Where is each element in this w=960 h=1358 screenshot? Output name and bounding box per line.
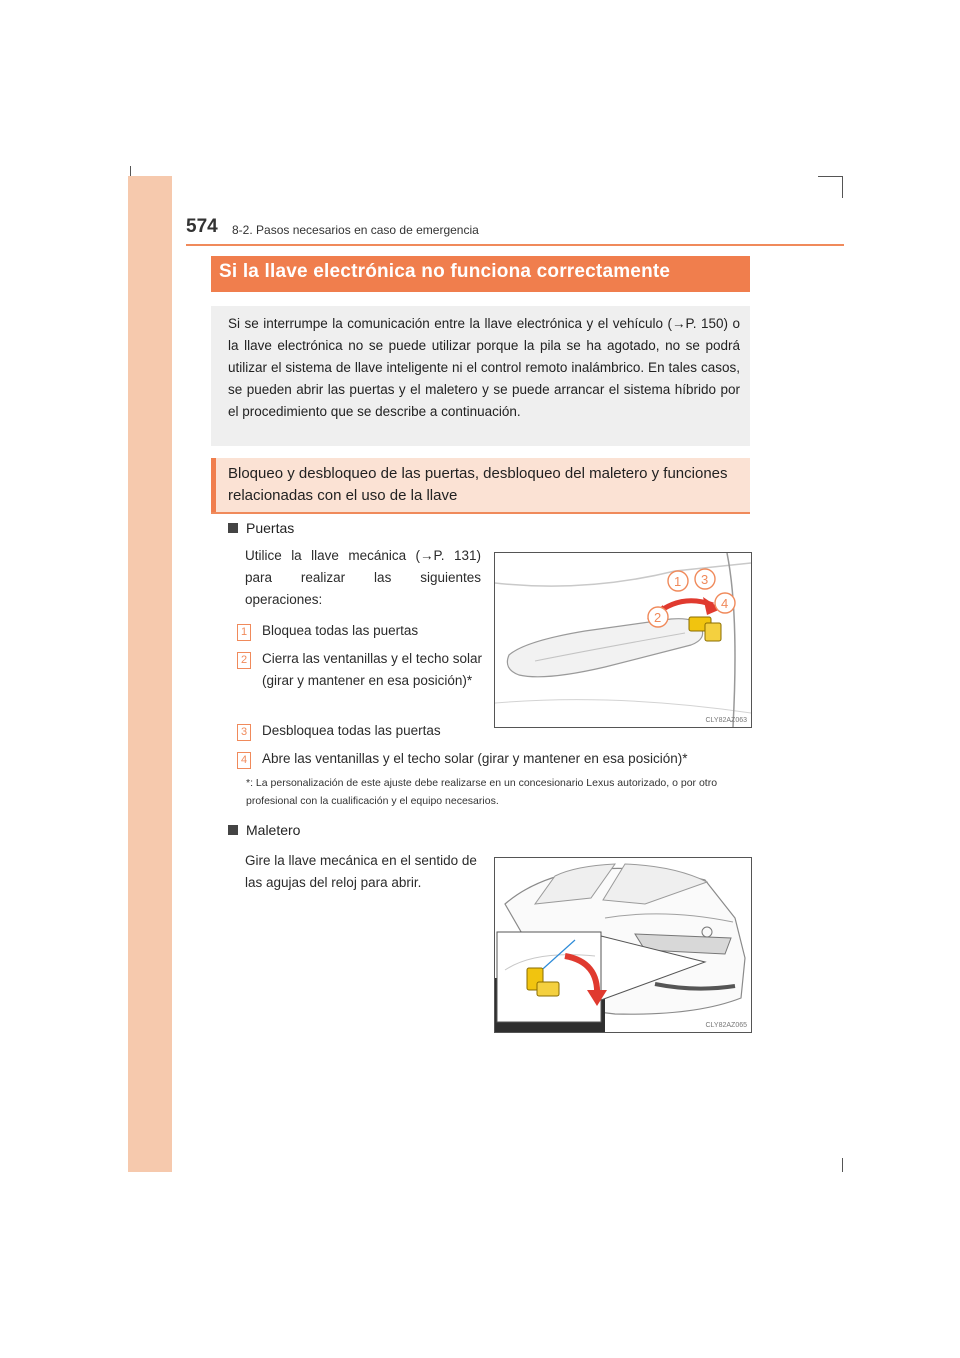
doors-text: Utilice la llave mecánica (→P. 131) para realizar las siguientes operaciones: [245,548,481,607]
doors-item-1: Bloquea todas las puertas [262,623,419,638]
section-title-bar [211,256,750,292]
page-number: 574 [186,216,218,237]
subsection-title: Bloqueo y desbloqueo de las puertas, desbloqueo del maletero y funciones relacionadas con el uso de la llave [228,465,728,504]
trunk-text: Gire la llave mecánica en el sentido de las agujas del reloj para abrir. [245,853,477,890]
image-code: CLY82AZ065 [705,1022,747,1029]
callout-label: 2 [654,610,662,625]
doors-heading-label: Puertas [246,520,295,536]
item-number: 4 [237,752,251,769]
crop-mark [818,176,842,177]
chapter-title: 8-2. Pasos necesarios en caso de emergencia [232,223,479,237]
footnote: *: La personalización de este ajuste debe realizarse en un concesionario Lexus autorizado, o por otro profesional con la cualificación y el equipo necesarios. [246,777,718,807]
trunk-illustration [494,857,752,1033]
doors-item-4: Abre las ventanillas y el techo solar (girar y mantener en esa posición)* [262,751,688,766]
doors-item-2: Cierra las ventanillas y el techo solar (girar y mantener en esa posición)* [262,651,482,688]
doors-heading [228,520,294,536]
header-rule [186,244,844,246]
crop-mark [842,176,843,198]
item-number: 1 [237,624,251,641]
callout-label: 1 [674,574,682,589]
door-handle-drawing [495,553,751,727]
intro-box [211,306,750,446]
trunk-heading [228,822,300,838]
trunk-drawing [495,858,751,1032]
callout-label: 3 [701,572,709,587]
trunk-heading-label: Maletero [246,822,301,838]
door-handle-illustration [494,552,752,728]
subsection-bar [211,458,750,514]
section-title: Si la llave electrónica no funciona correctamente [219,261,671,282]
intro-text: Si se interrumpe la comunicación entre la llave electrónica y el vehículo (→P. 150) o la llave electrónica no se puede utilizar porque la pila se ha agotado, no se podrá utilizar el sistema de llave inteligente ni el control remoto inalámbrico. En tales casos, se pueden abrir las puertas y el maletero y se puede arrancar el sistema híbrido por el procedimiento que se describe a continuación. [228,316,740,419]
chapter-sidebar [128,176,172,1172]
doors-item-3: Desbloquea todas las puertas [262,723,441,738]
crop-mark [842,1158,843,1172]
square-bullet-icon [228,523,238,533]
item-number: 3 [237,724,251,741]
square-bullet-icon [228,825,238,835]
image-code: CLY82AZ063 [705,717,747,724]
callout-label: 4 [721,596,729,611]
subsection-accent [211,458,216,512]
item-number: 2 [237,652,251,669]
